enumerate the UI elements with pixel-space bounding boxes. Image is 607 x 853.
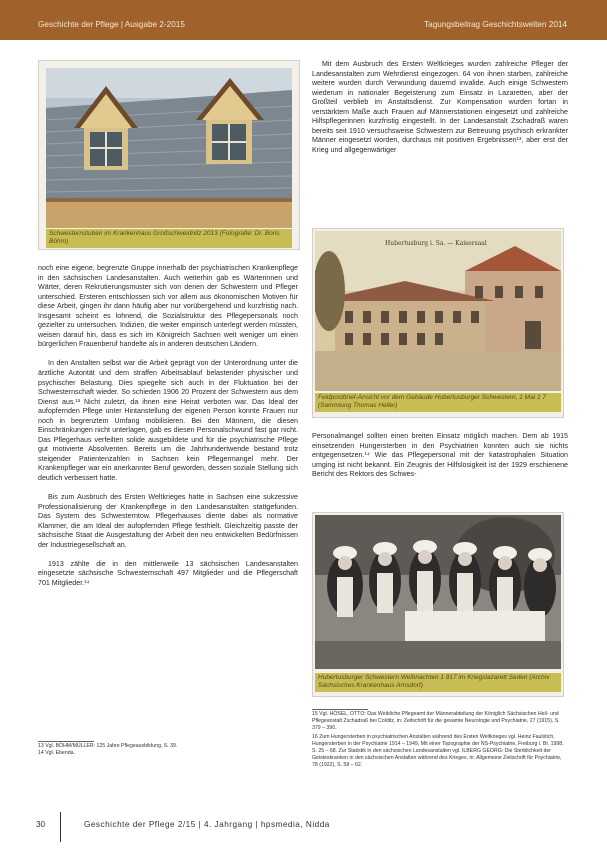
figure-nurses-christmas xyxy=(312,512,564,697)
photo-roof-dormers xyxy=(46,68,292,228)
footnote-14: 14 Vgl. Ebenda. xyxy=(38,750,75,756)
caption-nurses: Hubertusburger Schwestern Weihnachten 1 917 im Kriegslazarett Seden (Archiv Sächsisches Krankenhaus Arnsdorf) xyxy=(315,673,561,692)
footnote-rule-left xyxy=(38,741,94,742)
footnote-13: 13 Vgl. BÖHM/MÜLLER: 125 Jahre Pflegeausbildung, S. 39. xyxy=(38,743,178,749)
paragraph-social-structure: noch eine eigene, begrenzte Gruppe innerhalb der psychiatrischen Krankenpflege in den sächsischen Landesanstalten. Auch weiterhin gab es Wärterinnen und Wärter, deren Rekrutierungsmuster sich von denen der Schwestern und Pfleger unterschied. Ersteren entschlossen sich vor allem aus ökonomischen Motiven für diese Arbeit, gingen ihr dann häufig aber nur vorübergehend und kurzfristig nach. Insgesamt scheint es lohnend, die Sozialstruktur des Pflegepersonals noch gezielter zu untersuchen. Indizien, die weiter empirisch unterlegt werden müssten, weisen darauf hin, dass es sich im Königreich Sachsen weit weniger um einen bürgerlichen Frauenberuf handelte als in anderen deutschen Ländern. xyxy=(38,264,298,349)
header-section-title: Tagungsbeitrag Geschichtswelten 2014 xyxy=(424,20,567,29)
page-number: 30 xyxy=(36,820,46,829)
figure-postcard-building xyxy=(312,228,564,418)
page-footer xyxy=(0,812,607,853)
paragraph-institution-work: In den Anstalten selbst war die Arbeit geprägt von der Unterordnung unter die ärztliche Autorität und dem straffen Arbeitsablauf belastender physischer und psychischer Belastung. Dies spiegelte sich auch in der Fluktuation bei der Schwesternschaft wieder. So schieden 1906 20 Prozent der Schwestern aus dem Dienst aus.¹³ Nicht zuletzt, da ihnen eine Heirat verboten war. Das Ideal der aufopfernden Pflege unter Hintanstellung der eigenen Person konnte Frauen nur noch in begrenztem Umfang mobilisieren. Bei den Männern, die diesen Einschränkungen nicht unterlagen, gab es diesen Personalschwund fast gar nicht. Das Pflegerhaus verfeilten solide ausgebildete und für die psychiatrische Pflege gut motivierte Absolventen. Bereits um die Jahrhundertwende bestand trotz steigender Patientenzahlen in Sachsen kein Pflegermangel mehr. Der Krankenpfleger war ein anerkannter Beruf geworden, dessen soziale Stellung sich deutlich verbessert hatte. xyxy=(38,359,298,482)
footnote-15: 15 Vgl. HÖSEL, OTTO: Das Weibliche Pflegeamt der Männerabteilung der Königlich Sächsischen Heil- und Pflegeanstalt Zschadraß bei Colditz, in: Zeitschrift für die gesamte Neurologie und Psychiatrie, 27 (1915), S. 379 – 390. xyxy=(312,711,560,731)
footnote-rule-right xyxy=(312,709,368,710)
photo-postcard-building xyxy=(315,231,561,391)
footnotes-right xyxy=(312,711,568,769)
paragraph-war-outbreak: Mit dem Ausbruch des Ersten Weltkrieges wurden zahlreiche Pfleger der Landesanstalten zum Wehrdienst eingezogen. 64 von ihnen starben, zahlreiche weitere wurden durch Verwundung dauernd invalide. Auch einige Schwestern wiederum in nationaler Begeisterung zum Einsatz in Lazaretten, aber der Großteil verblieb im Anstaltsdienst. Zur Kompensation wurden fortan in verstärktem Maße auch Frauen auf Männerstationen eingesetzt und zahlreiche Hilfspflegerinnen kurzfristig eingestellt. In der Landesanstalt Zschadraß waren bereits seit 1910 versuchsweise Schwestern zur Betreuung psychisch erkrankter Männer eingesetzt worden, durchaus mit positiven Ergebnissen¹³, aber erst der Krieg und allgegenwärtiger xyxy=(312,60,568,154)
header-journal-issue: Geschichte der Pflege | Ausgabe 2-2015 xyxy=(38,20,185,29)
figure-building-roof xyxy=(38,60,300,250)
postcard-title: Hubertusburg i. Sa. — Kaisersaal xyxy=(385,240,487,247)
footer-divider xyxy=(60,812,61,842)
footnote-16: 16 Zum Hungersterben in psychiatrischen Anstalten während des Ersten Weltkrieges vgl. Heinz Faulstich, Hungersterben in der Psychiatrie 1914 – 1949, Mit einer Topographie der NS-Psychiatrie, Freiburg i. Br. 1998, S. 25 – 68. Zur Statistik in den sächsischen Landesanstalten vgl. ILBERG GEORG: Die Sterblichkeit der Geisteskranken in den sächsischen Anstalten während des Krieges, in: Allgemeine Zeitschrift für Psychiatrie, 78 (1922), S. 58 – 62. xyxy=(312,734,564,768)
footer-publication: Geschichte der Pflege 2/15 | 4. Jahrgang | hpsmedia, Nidda xyxy=(84,820,330,829)
footnotes-left xyxy=(38,743,298,757)
right-column-middle xyxy=(312,432,568,489)
caption-postcard: Feldpostbrief-Ansicht vor dem Gebäude Hubertusburger Schwestern, 1 Mai 1 7 (Sammlung Thomas Heller) xyxy=(315,393,561,412)
paragraph-membership-1913: 1913 zählte die in den mittlerweile 13 sächsischen Landesanstalten eingesetzte sächsische Schwesternschaft 497 Mitglieder und die Pflegerschaft 701 Mitglieder.¹⁴ xyxy=(38,559,298,587)
caption-roof-photo: Schwesternstuben im Krankenhaus Großschweidnitz 2013 (Fotografie: Dr. Boris Böhm) xyxy=(46,229,292,248)
paragraph-personnel-shortage: Personalmangel sollten einen breiten Einsatz möglich machen. Dem ab 1915 einsetzenden Hungersterben in den Psychiatrien konnten auch sie nichts entgegensetzen.¹⁴ Wie das Pflegepersonal mit der katastrophalen Situation umging ist nicht bekannt. Ein Zeugnis der Hilfslosigkeit ist der 1929 erschienene Bericht des Rektors des Schwes- xyxy=(312,432,568,479)
photo-nurses-group xyxy=(315,515,561,669)
right-column-top xyxy=(312,60,568,165)
left-column xyxy=(38,264,298,598)
paragraph-professionalisation: Bis zum Ausbruch des Ersten Weltkrieges hatte in Sachsen eine sukzessive Professionalisierung der Krankenpflege in den Landesanstalten stattgefunden. Das System des Schwesterntow. Pflegerhauses diente dabei als normative Klammer, die am Ideal der aufopfernden Pflege festhielt. Gleichzeitig passte der sächsische Staat die Ausgestaltung der Arbeit den neu entwickelten Bedürfnissen der Industriegesellschaft an. xyxy=(38,493,298,549)
page-header xyxy=(0,0,607,40)
